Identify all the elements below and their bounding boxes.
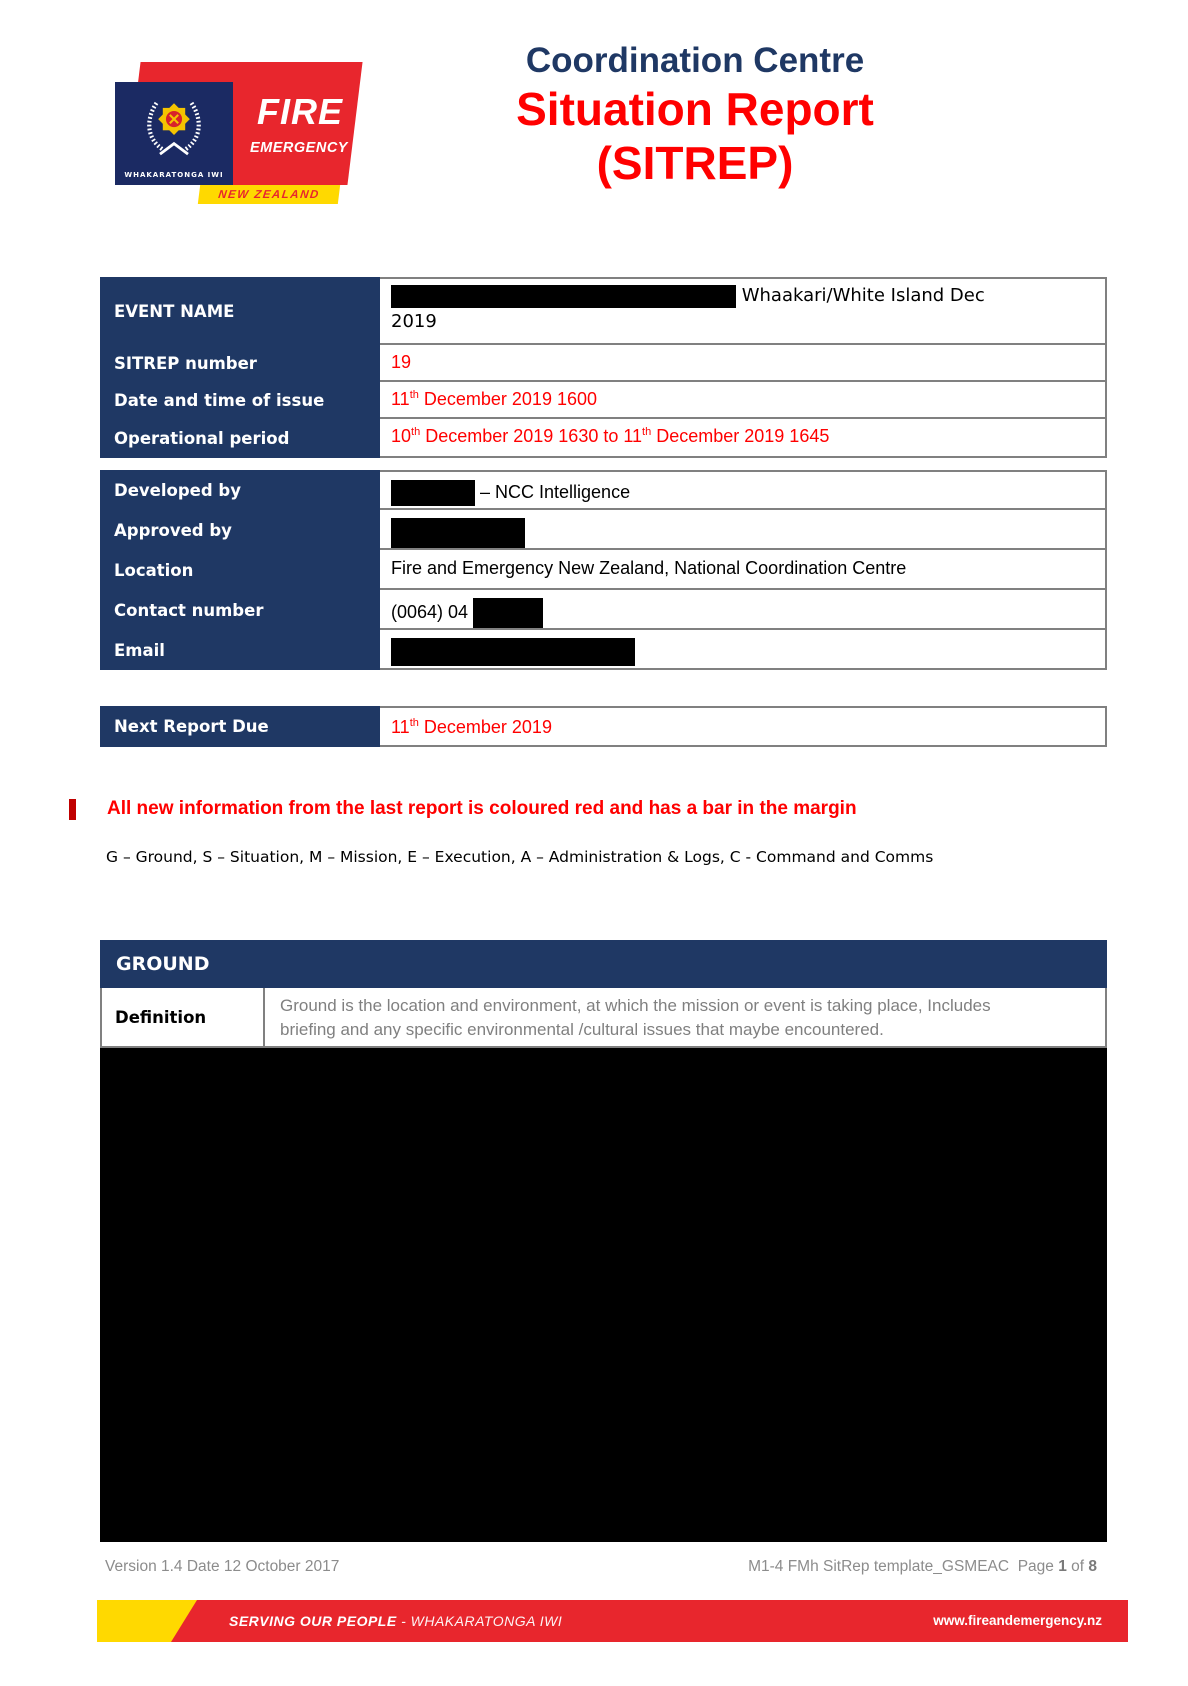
banner-slogan-rest: - WHAKARATONGA IWI	[396, 1613, 563, 1629]
event-info-table	[100, 277, 1107, 458]
next-report-table	[100, 706, 1107, 747]
table-row-developed-by	[100, 470, 1107, 510]
definition-text: Ground is the location and environment, at which the mission or event is taking place, Includes briefing and any specific environmental /cultural issues that maybe encountered.	[265, 988, 1107, 1048]
table-row-sitrep-number	[100, 345, 1107, 382]
row-label: Developed by	[100, 470, 380, 510]
title-sitrep: (SITREP)	[596, 137, 794, 189]
redaction-bar	[473, 598, 543, 628]
table-row-approved-by	[100, 510, 1107, 550]
row-label: SITREP number	[100, 345, 380, 382]
row-value: Whaakari/White Island Dec 2019	[380, 277, 1107, 345]
logo-emergency-wordmark: EMERGENCY	[250, 140, 348, 156]
row-label: Next Report Due	[100, 706, 380, 747]
row-value: 19	[380, 345, 1107, 382]
row-label: Email	[100, 630, 380, 670]
ground-section-header: GROUND	[100, 940, 1107, 988]
table-row-next-report-due	[100, 706, 1107, 747]
redaction-bar	[391, 285, 736, 308]
redaction-bar	[391, 638, 635, 666]
row-label: Location	[100, 550, 380, 590]
row-value: (0064) 04	[380, 590, 1107, 630]
margin-change-bar	[69, 799, 76, 820]
redacted-content-block	[100, 1048, 1107, 1542]
new-information-note: All new information from the last report is coloured red and has a bar in the margin	[107, 798, 857, 819]
row-label: EVENT NAME	[100, 277, 380, 345]
redaction-bar	[391, 480, 475, 506]
crest-star-wreath-icon	[139, 88, 209, 160]
row-value	[380, 510, 1107, 550]
footer-template-page-text: M1-4 FMh SitRep template_GSMEAC Page 1 of 8	[748, 1558, 1097, 1575]
row-value: Fire and Emergency New Zealand, National Coordination Centre	[380, 550, 1107, 590]
table-row-date-of-issue	[100, 382, 1107, 419]
footer-version-text: Version 1.4 Date 12 October 2017	[105, 1558, 340, 1575]
row-label: Date and time of issue	[100, 382, 380, 419]
banner-slogan-bold: SERVING OUR PEOPLE	[229, 1613, 397, 1629]
ground-section	[100, 940, 1107, 1542]
contact-info-table	[100, 470, 1107, 670]
banner-website-url: www.fireandemergency.nz	[933, 1613, 1102, 1628]
logo-new-zealand-label: NEW ZEALAND	[217, 188, 321, 201]
row-value: – NCC Intelligence	[380, 470, 1107, 510]
table-row-contact-number	[100, 590, 1107, 630]
row-label: Contact number	[100, 590, 380, 630]
table-row-location	[100, 550, 1107, 590]
row-label: Approved by	[100, 510, 380, 550]
row-value	[380, 630, 1107, 670]
table-row-email	[100, 630, 1107, 670]
row-value: 10th December 2019 1630 to 11th December 2019 1645	[380, 419, 1107, 458]
table-row-operational-period	[100, 419, 1107, 458]
row-label: Operational period	[100, 419, 380, 458]
ground-definition-row	[100, 988, 1107, 1048]
title-coordination-centre: Coordination Centre	[525, 41, 865, 80]
row-value: 11th December 2019 1600	[380, 382, 1107, 419]
definition-label: Definition	[100, 988, 265, 1048]
logo-whakaratonga-iwi-label: WHAKARATONGA IWI	[124, 171, 224, 179]
table-row-event-name	[100, 277, 1107, 345]
logo-fire-wordmark: FIRE	[256, 91, 343, 132]
redaction-bar	[391, 518, 525, 548]
title-situation-report: Situation Report	[516, 83, 874, 135]
row-value: 11th December 2019	[380, 706, 1107, 747]
fire-emergency-nz-logo	[107, 62, 367, 204]
logo-crest-panel	[115, 82, 233, 185]
brand-footer-banner	[97, 1600, 1128, 1642]
banner-yellow-accent	[97, 1600, 197, 1642]
document-title-block	[400, 40, 990, 190]
logo-new-zealand-strip	[198, 185, 340, 204]
gsmeac-legend: G – Ground, S – Situation, M – Mission, E – Execution, A – Administration & Logs, C - Command and Comms	[106, 848, 934, 866]
banner-slogan	[229, 1600, 562, 1642]
